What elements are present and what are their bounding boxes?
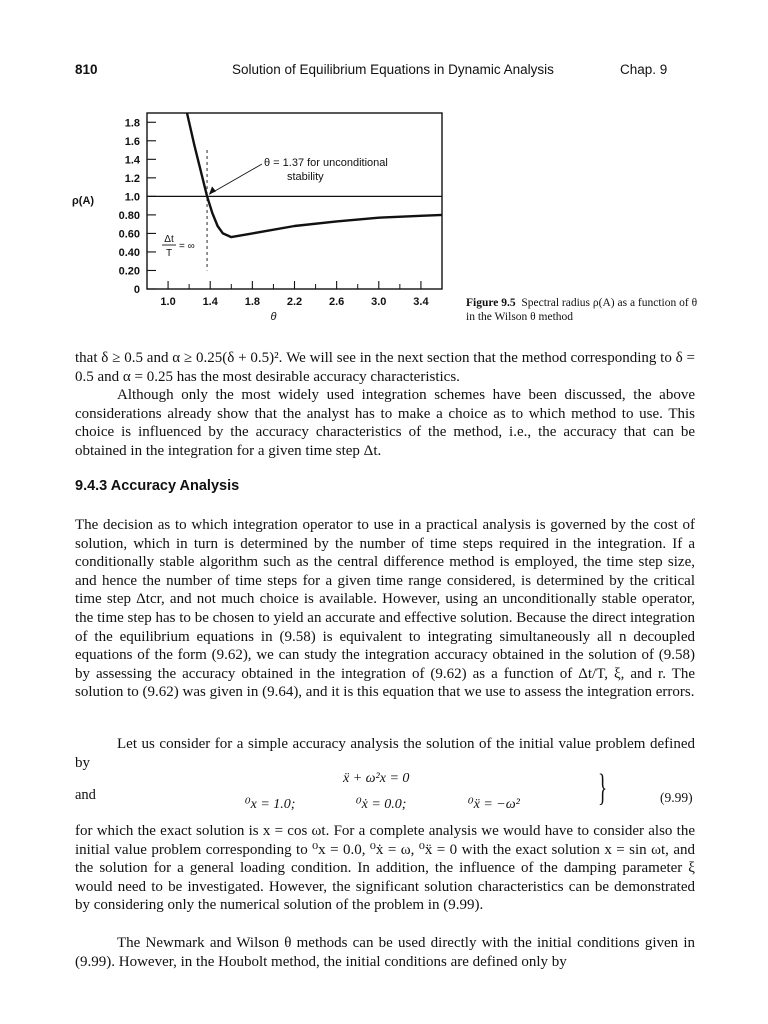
figure-caption-text: Spectral radius ρ(A) as a function of θ in the Wilson θ method [466, 297, 698, 323]
annotation-arrow [209, 164, 262, 194]
arrowhead-icon [209, 186, 216, 194]
chapter-label: Chap. 9 [620, 62, 668, 77]
paragraph: Although only the most widely used integration schemes have been discussed, the above considerations already show that the analyst has to make a choice as to which method to use. This choice is influenced by the accuracy characteristics of the method, i.e., the accuracy that can be obtained in the integration for a given time step Δt. [75, 387, 695, 459]
equation-initial-condition: ⁰ẍ = −ω² [468, 797, 520, 812]
running-title: Solution of Equilibrium Equations in Dynamic Analysis [232, 62, 554, 77]
section-heading: 9.4.3 Accuracy Analysis [75, 478, 240, 494]
x-tick-label: 1.4 [202, 296, 218, 308]
equation-number: (9.99) [660, 790, 693, 805]
figure-label: Figure 9.5 [466, 297, 516, 309]
t-label: T [165, 248, 173, 259]
y-tick-label: 1.8 [124, 117, 140, 130]
y-axis-label: ρ(A) [72, 195, 95, 207]
y-tick-label: 1.6 [124, 135, 140, 148]
x-tick-label: 1.8 [244, 296, 261, 308]
y-tick-label: 0.40 [118, 246, 140, 259]
paragraph: The decision as to which integration operator to use in a practical analysis is governed by the cost of solution, which in turn is determined by the number of time steps required in the integration. If a conditionally stable algorithm such as the central difference method is employed, the time step size, and hence the number of time steps for a given time range considered, is determined by the critical time step Δtcr, and not much choice is available. However, using an unconditionally stable operator, the time step has to be chosen to yield an accurate and effective solution. Because the direct integration of the equilibrium equations in (9.58) is equivalent to integrating simultaneously all n decoupled equations of the form (9.62), we can study the integration accuracy obtained in the solution of (9.58) by assessing the accuracy obtained in the integration of (9.62) as a function of Δt/T, ξ, and r. The solution to (9.62) was given in (9.64), and it is this equation that we use to assess the integration errors. [75, 517, 695, 701]
x-tick-label: 1.0 [160, 296, 176, 308]
x-tick-label: 2.6 [328, 296, 345, 308]
paragraph: The Newmark and Wilson θ methods can be used directly with the initial conditions given in (9.99). However, in the Houbolt method, the initial conditions are defined only by [75, 935, 695, 970]
spectral-radius-chart [60, 105, 460, 330]
equation-brace: } [598, 767, 608, 809]
equation-line: ẍ + ω²x = 0 [343, 771, 410, 786]
plot-frame [147, 113, 442, 289]
figure-caption [466, 296, 706, 324]
paragraph: that δ ≥ 0.5 and α ≥ 0.25(δ + 0.5)². We will see in the next section that the method corresponding to δ = 0.5 and α = 0.25 has the most desirable accuracy characteristics. [75, 350, 695, 385]
theta-annotation: θ = 1.37 for unconditional [264, 157, 388, 169]
equation-initial-condition: ⁰x = 1.0; [245, 797, 296, 812]
dt-label: Δt [164, 234, 174, 245]
x-tick-label: 3.4 [413, 296, 429, 308]
equation-connector: and [75, 787, 96, 803]
x-tick-label: 2.2 [286, 296, 303, 308]
equation-initial-condition: ⁰ẋ = 0.0; [356, 797, 407, 812]
paragraph: Let us consider for a simple accuracy analysis the solution of the initial value problem defined by [75, 736, 695, 771]
page-number: 810 [75, 62, 98, 77]
y-tick-label: 0.20 [118, 265, 140, 278]
y-tick-label: 0 [133, 284, 140, 296]
x-tick-label: 3.0 [371, 296, 387, 308]
y-tick-label: 1.2 [124, 172, 140, 185]
paragraph: for which the exact solution is x = cos ωt. For a complete analysis we would have to consider also the initial value problem corresponding to ⁰x = 0.0, ⁰ẋ = ω, ⁰ẍ = 0 with the exact solution x = sin ωt, and the solution for a general loading condition. In addition, the influence of the damping parameter ξ would need to be investigated. However, the significant solution characteristics can be demonstrated by considering only the numerical solution of the problem in (9.99). [75, 823, 695, 914]
theta-annotation-line2: stability [287, 171, 324, 183]
y-tick-label: 1.0 [124, 191, 140, 204]
y-tick-label: 1.4 [124, 154, 140, 167]
infinity-label: = ∞ [179, 241, 195, 252]
x-axis-label: θ [270, 311, 277, 323]
y-tick-label: 0.80 [118, 209, 140, 222]
y-tick-label: 0.60 [118, 228, 140, 241]
